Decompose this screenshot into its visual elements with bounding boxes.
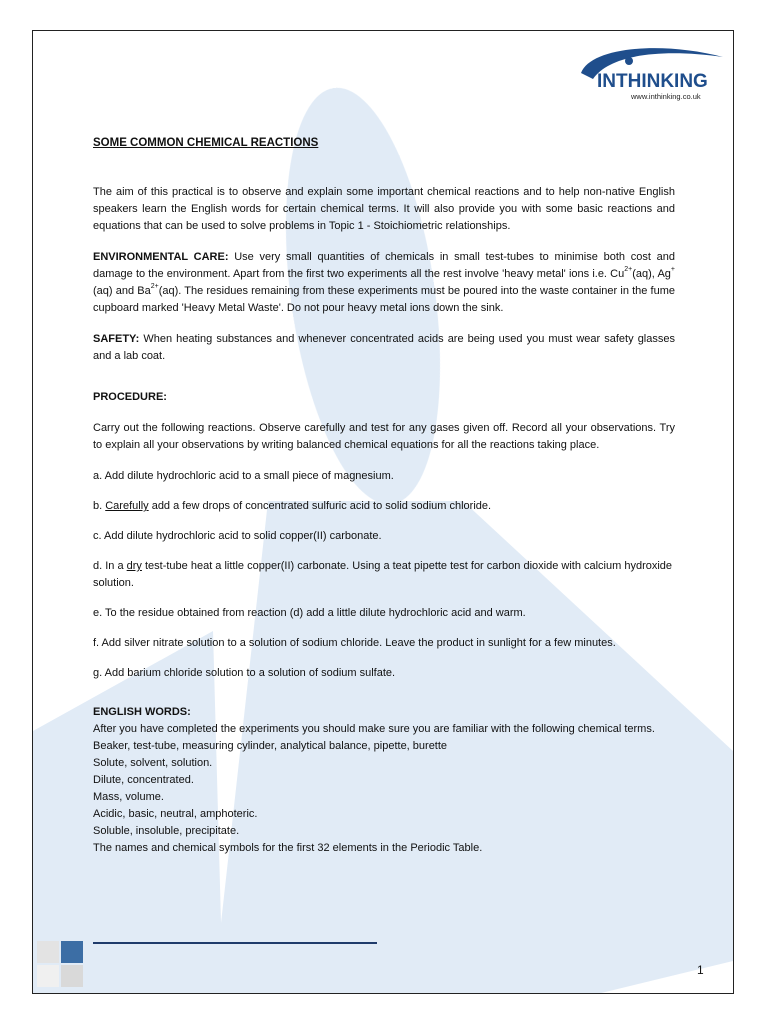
footer-square-grey	[37, 941, 59, 963]
ba-charge: 2+	[150, 283, 159, 291]
inthinking-logo	[571, 39, 731, 101]
environmental-care-paragraph	[93, 249, 675, 317]
safety-paragraph	[93, 331, 675, 365]
footer-square-blue	[61, 941, 83, 963]
step-b-text: add a few drops of concentrated sulfuric acid to solid sodium chloride.	[148, 500, 492, 512]
safety-text: When heating substances and whenever concentrated acids are being used you must wear safety glasses and a lab coat.	[93, 333, 675, 362]
step-g: g. Add barium chloride solution to a solution of sodium sulfate.	[93, 667, 396, 679]
english-words-heading: ENGLISH WORDS:	[93, 706, 191, 718]
procedure-heading: PROCEDURE:	[93, 391, 167, 403]
english-words-intro: After you have completed the experiments you should make sure you are familiar with the following chemical terms.	[93, 723, 655, 735]
safety-label: SAFETY:	[93, 333, 140, 345]
page-title: SOME COMMON CHEMICAL REACTIONS	[93, 137, 319, 149]
footer-rule	[93, 942, 377, 944]
step-a: a. Add dilute hydrochloric acid to a small piece of magnesium.	[93, 470, 394, 482]
step-d-emphasis: dry	[126, 560, 142, 572]
logo-name: INTHINKING	[597, 71, 708, 92]
step-f: f. Add silver nitrate solution to a solution of sodium chloride. Leave the product in sunlight for a few minutes.	[93, 637, 616, 649]
step-d-prefix: d. In a	[93, 560, 127, 572]
word-list-item: The names and chemical symbols for the first 32 elements in the Periodic Table.	[93, 842, 483, 854]
word-list-item: Solute, solvent, solution.	[93, 757, 213, 769]
document-page	[32, 30, 734, 994]
word-list-item: Soluble, insoluble, precipitate.	[93, 825, 240, 837]
word-list-item: Mass, volume.	[93, 791, 164, 803]
environmental-care-label: ENVIRONMENTAL CARE:	[93, 251, 229, 263]
word-list-item: Acidic, basic, neutral, amphoteric.	[93, 808, 258, 820]
word-list-item: Beaker, test-tube, measuring cylinder, analytical balance, pipette, burette	[93, 740, 448, 752]
cu-charge: 2+	[624, 266, 633, 274]
environmental-text-1: Use very small quantities of chemicals in small test-tubes to minimise both cost and damage to the environment. Apart from the first two experiments all the rest involve 'heavy metal' ions i.e. Cu	[93, 251, 675, 280]
environmental-text-2: (aq), Ag	[632, 268, 671, 280]
word-list-item: Dilute, concentrated.	[93, 774, 194, 786]
logo-url: www.inthinking.co.uk	[631, 92, 701, 101]
footer-square-grey-2	[61, 965, 83, 987]
document-body	[93, 135, 675, 857]
ag-charge: +	[670, 266, 675, 274]
environmental-text-3: (aq) and Ba	[93, 285, 151, 297]
step-b-prefix: b.	[93, 500, 106, 512]
step-c: c. Add dilute hydrochloric acid to solid copper(II) carbonate.	[93, 530, 382, 542]
step-b	[93, 498, 675, 515]
intro-paragraph: The aim of this practical is to observe and explain some important chemical reactions and to help non-native English speakers learn the English words for certain chemical terms. It will also provide you with some basic reactions and equations that can be used to solve problems in Topic 1 - Stoichiometric relationships.	[93, 186, 675, 232]
step-d-text: test-tube heat a little copper(II) carbonate. Using a teat pipette test for carbon dioxide with calcium hydroxide solution.	[93, 560, 673, 589]
page-number: 1	[697, 963, 704, 977]
step-e: e. To the residue obtained from reaction (d) add a little dilute hydrochloric acid and warm.	[93, 607, 526, 619]
procedure-intro: Carry out the following reactions. Observe carefully and test for any gases given off. Record all your observations. Try to explain all your observations by writing balanced chemical equations for all the reactions taking place.	[93, 422, 675, 451]
step-b-emphasis: Carefully	[105, 500, 149, 512]
step-d	[93, 558, 675, 592]
footer-square-light	[37, 965, 59, 987]
environmental-text-4: (aq). The residues remaining from these experiments must be poured into the waste container in the fume cupboard marked 'Heavy Metal Waste'. Do not pour heavy metal ions down the sink.	[93, 285, 676, 314]
